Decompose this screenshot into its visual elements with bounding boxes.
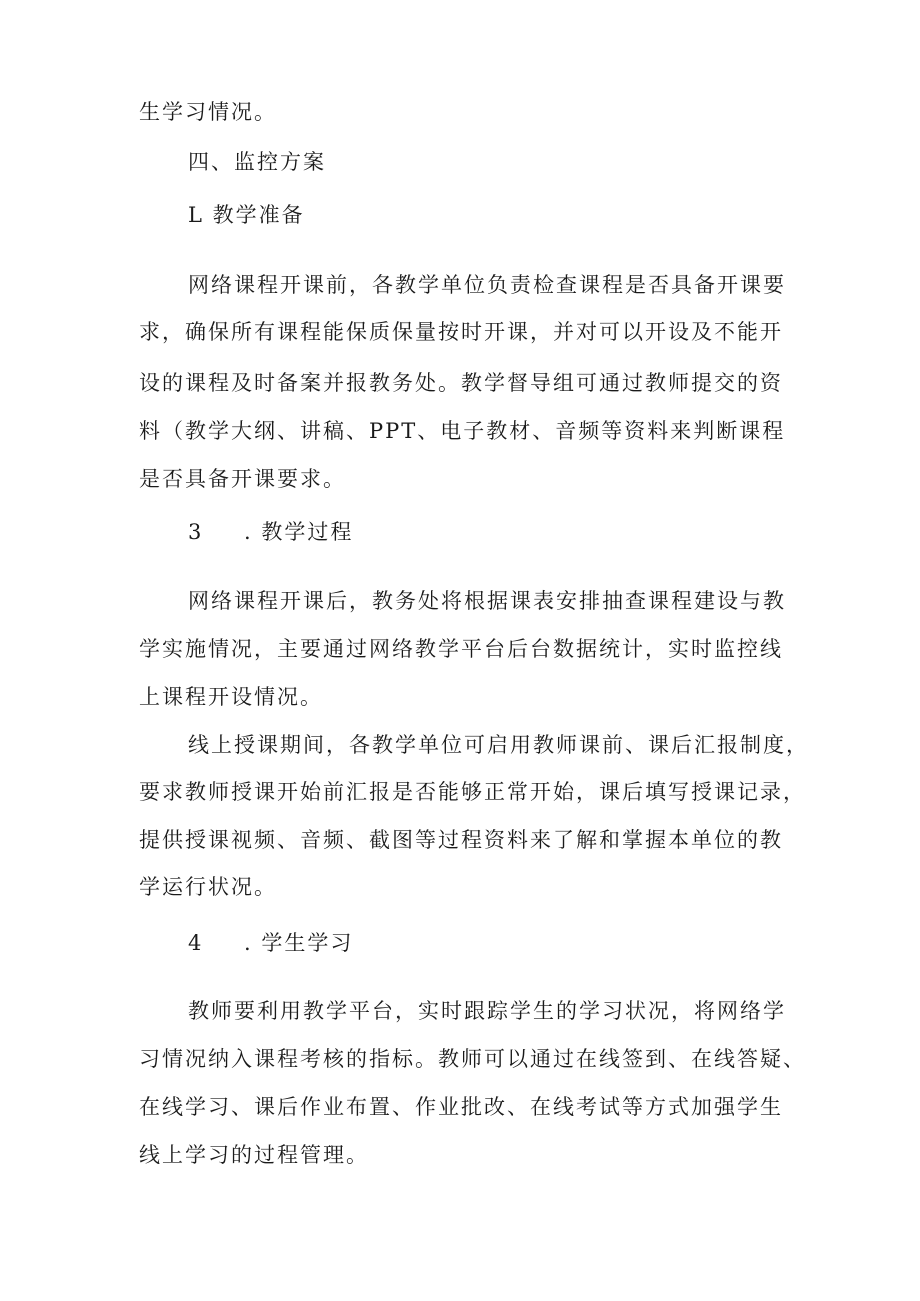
heading-number: 3 bbox=[188, 520, 204, 544]
heading-text: . 教学过程 bbox=[244, 520, 354, 544]
text-line: 求，确保所有课程能保质保量按时开课，并对可以开设及不能开 bbox=[139, 320, 783, 344]
text-line: 要求教师授课开始前汇报是否能够正常开始，课后填写授课记录， bbox=[139, 780, 806, 804]
heading-number: 4 bbox=[188, 931, 204, 955]
section-heading: 四、监控方案 bbox=[188, 150, 326, 174]
text-line: 提供授课视频、音频、截图等过程资料来了解和掌握本单位的教 bbox=[139, 828, 783, 852]
text-line: 设的课程及时备案并报教务处。教学督导组可通过教师提交的资 bbox=[139, 371, 783, 395]
subsection-heading: L 教学准备 bbox=[188, 203, 305, 227]
text-line: 线上授课期间，各教学单位可启用教师课前、课后汇报制度， bbox=[188, 733, 809, 757]
text-line: 料（教学大纲、讲稿、PPT、电子教材、音频等资料来判断课程 bbox=[139, 419, 786, 443]
text-line: 学运行状况。 bbox=[139, 875, 277, 899]
text-line: 网络课程开课后，教务处将根据课表安排抽查课程建设与教 bbox=[188, 589, 786, 613]
text-line: 线上学习的过程管理。 bbox=[139, 1143, 369, 1167]
heading-text: . 学生学习 bbox=[244, 931, 354, 955]
text-line: 习情况纳入课程考核的指标。教师可以通过在线签到、在线答疑、 bbox=[139, 1047, 806, 1071]
subsection-heading bbox=[188, 928, 838, 958]
text-line: 是否具备开课要求。 bbox=[139, 467, 346, 491]
text-line: 生学习情况。 bbox=[139, 100, 277, 124]
text-line: 网络课程开课前，各教学单位负责检查课程是否具备开课要 bbox=[188, 273, 786, 297]
text-line: 在线学习、课后作业布置、作业批改、在线考试等方式加强学生 bbox=[139, 1095, 783, 1119]
text-line: 教师要利用教学平台，实时跟踪学生的学习状况，将网络学 bbox=[188, 999, 786, 1023]
subsection-heading bbox=[188, 517, 838, 547]
text-line: 学实施情况，主要通过网络教学平台后台数据统计，实时监控线 bbox=[139, 637, 783, 661]
text-line: 上课程开设情况。 bbox=[139, 685, 323, 709]
